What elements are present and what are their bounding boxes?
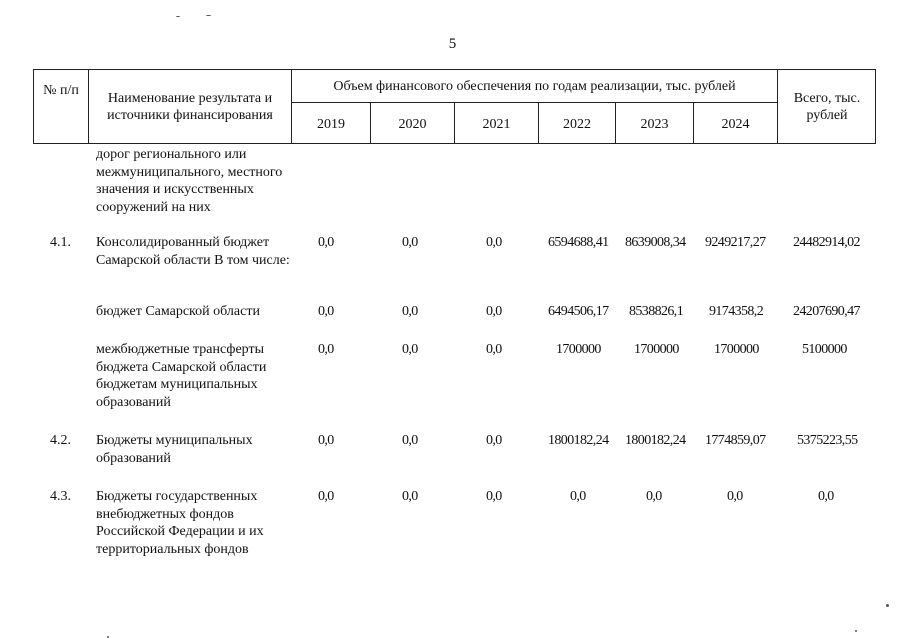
value-2024: 1700000: [714, 342, 759, 357]
value-2022: 6494506,17: [548, 304, 609, 319]
continued-row-text: дорог регионального или межмуниципального, местного значения и искусственных сооружений на них: [96, 147, 283, 215]
value-2020: 0,0: [402, 433, 418, 448]
header-col-total: Всего, тыс. рублей: [793, 91, 861, 123]
value-2020: 0,0: [402, 489, 418, 504]
value-2020: 0,0: [402, 342, 418, 357]
page-number: 5: [448, 36, 457, 52]
header-year-divider: [291, 102, 777, 103]
header-vline: [875, 69, 876, 144]
value-2023: 8639008,34: [625, 235, 686, 250]
value-2020: 0,0: [402, 235, 418, 250]
scan-speck: [206, 15, 211, 16]
value-2023: 1800182,24: [625, 433, 686, 448]
header-top-border: [33, 69, 876, 70]
value-2022: 1700000: [556, 342, 601, 357]
value-2022: 0,0: [570, 489, 586, 504]
value-total: 5100000: [802, 342, 847, 357]
value-2021: 0,0: [486, 342, 502, 357]
value-total: 0,0: [818, 489, 834, 504]
value-2023: 8538826,1: [629, 304, 684, 319]
header-col-num: № п/п: [43, 83, 79, 98]
header-year-2020: 2020: [398, 117, 427, 132]
row-number: 4.1.: [50, 235, 71, 250]
header-year-2023: 2023: [640, 117, 669, 132]
value-2020: 0,0: [402, 304, 418, 319]
value-2024: 1774859,07: [705, 433, 766, 448]
header-vline: [33, 69, 34, 144]
value-2019: 0,0: [318, 342, 334, 357]
scan-speck: [176, 16, 180, 17]
value-2023: 1700000: [634, 342, 679, 357]
header-vline: [777, 69, 778, 144]
header-col-group: Объем финансового обеспечения по годам реализации, тыс. рублей: [333, 79, 736, 94]
row-name: межбюджетные трансферты бюджета Самарской области бюджетам муниципальных образований: [96, 342, 267, 410]
value-2019: 0,0: [318, 304, 334, 319]
row-name: Бюджеты муниципальных образований: [96, 433, 253, 466]
value-2019: 0,0: [318, 433, 334, 448]
scan-speck: [886, 604, 889, 607]
value-2021: 0,0: [486, 489, 502, 504]
value-2022: 6594688,41: [548, 235, 609, 250]
header-year-2021: 2021: [482, 117, 511, 132]
value-2023: 0,0: [646, 489, 662, 504]
header-year-2019: 2019: [317, 117, 345, 132]
scan-speck: [107, 636, 109, 638]
value-2024: 9249217,27: [705, 235, 766, 250]
row-name: бюджет Самарской области: [96, 304, 260, 319]
row-number: 4.2.: [50, 433, 71, 448]
row-name: Бюджеты государственных внебюджетных фондов Российской Федерации и их территориальных фондов: [96, 489, 264, 557]
header-year-2022: 2022: [563, 117, 591, 132]
value-2024: 9174358,2: [709, 304, 764, 319]
header-year-2024: 2024: [721, 117, 750, 132]
row-name: Консолидированный бюджет Самарской области В том числе:: [96, 235, 290, 268]
value-2021: 0,0: [486, 235, 502, 250]
value-2021: 0,0: [486, 304, 502, 319]
header-col-name: Наименование результата и источники финансирования: [107, 91, 273, 123]
value-2019: 0,0: [318, 489, 334, 504]
row-number: 4.3.: [50, 489, 71, 504]
value-2022: 1800182,24: [548, 433, 609, 448]
header-vline: [88, 69, 89, 144]
value-total: 5375223,55: [797, 433, 858, 448]
value-2024: 0,0: [727, 489, 743, 504]
value-total: 24207690,47: [793, 304, 860, 319]
value-2019: 0,0: [318, 235, 334, 250]
value-2021: 0,0: [486, 433, 502, 448]
scan-speck: [855, 630, 857, 632]
value-total: 24482914,02: [793, 235, 860, 250]
